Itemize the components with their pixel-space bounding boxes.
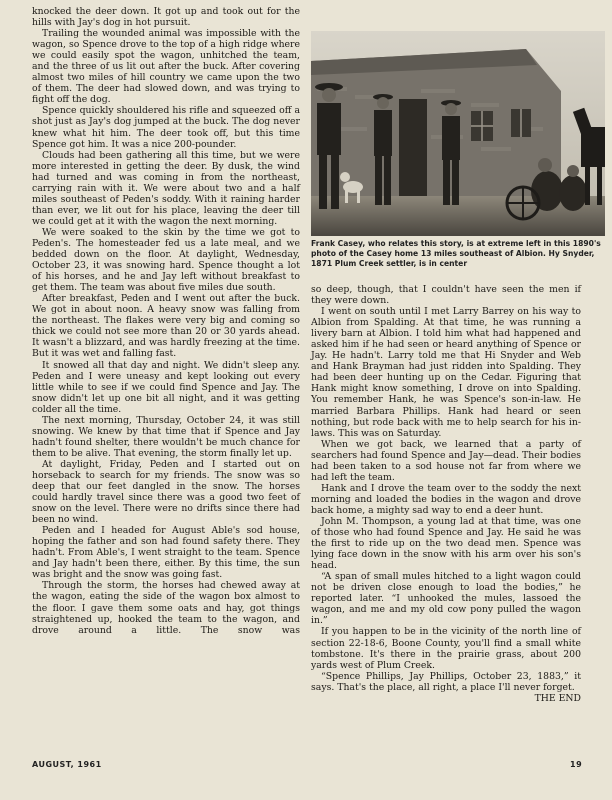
paragraph: After breakfast, Peden and I went out after the buck. We got in about noon. A heavy snow was falling from the northeast. The flakes were very big and coming so thick we could not see more than 20 or 30 yards ahead. It wasn't a blizzard, and was hardly freezing at the time. But it was wet and falling fast. [32,293,300,360]
sod-house-photo-illustration [311,31,605,236]
right-column [311,284,581,704]
paragraph: Clouds had been gathering all this time, but we were more interested in getting the deer. By dusk, the wind had turned and was coming in from the northeast, carrying rain with it. We were about two and a half miles southeast of Peden's soddy. With it raining harder than ever, we lit out for his place, leaving the deer till we could get at it with the wagon the next morning. [32,149,300,227]
paragraph: Peden and I headed for August Able's sod house, hoping the father and son had found safety there. They hadn't. From Able's, I went straight to the team. Spence and Jay hadn't been there, either. By this time, the sun was bright and the snow was going fast. [32,525,300,581]
paragraph: “A span of small mules hitched to a light wagon could not be driven close enough to load the bodies,” he reported later. “I unhooked the mules, lassoed the wagon, and me and my old cow pony pulled the wagon in.” [311,571,581,627]
paragraph: At daylight, Friday, Peden and I started out on horseback to search for my friends. The snow was so deep that our feet dangled in the snow. The horses could hardly travel since there was a good two feet of snow on the level. There were no drifts since there had been no wind. [32,458,300,526]
closing-text: “Spence Phillips, Jay Phillips, October 23, 1883,” it says. That's the place, all right, a place I'll never forget. [311,670,581,693]
paragraph: knocked the deer down. It got up and took out for the hills with Jay's dog in hot pursuit. [32,6,300,29]
paragraph: so deep, though, that I couldn't have seen the men if they were down. [311,284,581,307]
footer-issue-date: AUGUST, 1961 [32,760,102,769]
left-column [32,6,300,636]
paragraph: It snowed all that day and night. We didn't sleep any. Peden and I were uneasy and kept looking out every little while to see if we could find Spence and Jay. The snow didn't let up one bit all night, and it was getting colder all the time. [32,359,300,415]
the-end-mark: THE END [534,692,581,704]
historic-photo [311,31,605,236]
paragraph: Through the storm, the horses had chewed away at the wagon, eating the side of the wagon box almost to the floor. I gave them some oats and hay, got things straightened up, hooked the team to the wagon, and drove around a little. The snow was [32,580,300,636]
paragraph: The next morning, Thursday, October 24, it was still snowing. We knew by that time that if Spence and Jay hadn't found shelter, there wouldn't be much chance for them to be alive. That evening, the storm finally let up. [32,414,300,459]
paragraph: Hank and I drove the team over to the soddy the next morning and loaded the bodies in the wagon and drove back home, a mighty sad way to end a deer hunt. [311,482,581,516]
paragraph: I went on south until I met Larry Barrey on his way to Albion from Spalding. At that time, he was running a livery barn at Albion. I told him what had happened and asked him if he had seen or heard anything of Spence or Jay. He hadn't. Larry told me that Hi Snyder and Web and Hank Brayman had just ridden into Spalding. They had been deer hunting up on the Cedar. Figuring that Hank might know something, I drove on into Spalding. You remember Hank, he was Spence's son-in-law. He married Barbara Phillips. Hank had heard or seen nothing, but rode back with me to help search for his in-laws. This was on Saturday. [311,306,581,439]
paragraph: We were soaked to the skin by the time we got to Peden's. The homesteader fed us a late meal, and we bedded down on the floor. At daylight, Wednesday, October 23, it was snowing hard. Spence thought a lot of his horses, and he and Jay left without breakfast to get them. The team was about five miles due south. [32,226,300,294]
paragraph: John M. Thompson, a young lad at that time, was one of those who had found Spence and Jay. He said he was the first to ride up on the two dead men. Spence was lying face down in the snow with his arm over his son's head. [311,515,581,572]
photo-caption: Frank Casey, who relates this story, is at extreme left in this 1890's photo of the Casey home 13 miles southeast of Albion. Hy Snyder, 1871 Plum Creek settler, is in center [311,239,601,268]
paragraph: Trailing the wounded animal was impossible with the wagon, so Spence drove to the top of a high ridge where we could easily spot the wagon, unhitched the team, and the three of us lit out after the buck. After covering almost two miles of hill country we came upon the two of them. The deer had slowed down, and was trying to fight off the dog. [32,28,300,106]
paragraph: If you happen to be in the vicinity of the north line of section 22-18-6, Boone County, you'll find a small white tombstone. It's there in the prairie grass, about 200 yards west of Plum Creek. [311,626,581,671]
paragraph [311,670,581,704]
footer-page-number: 19 [570,760,583,769]
paragraph: When we got back, we learned that a party of searchers had found Spence and Jay—dead. Their bodies had been taken to a sod house not far from where we had left the team. [311,438,581,483]
paragraph: Spence quickly shouldered his rifle and squeezed off a shot just as Jay's dog jumped at the buck. The dog never knew what hit him. The deer took off, but this time Spence got him. It was a nice 200-pounder. [32,105,300,150]
